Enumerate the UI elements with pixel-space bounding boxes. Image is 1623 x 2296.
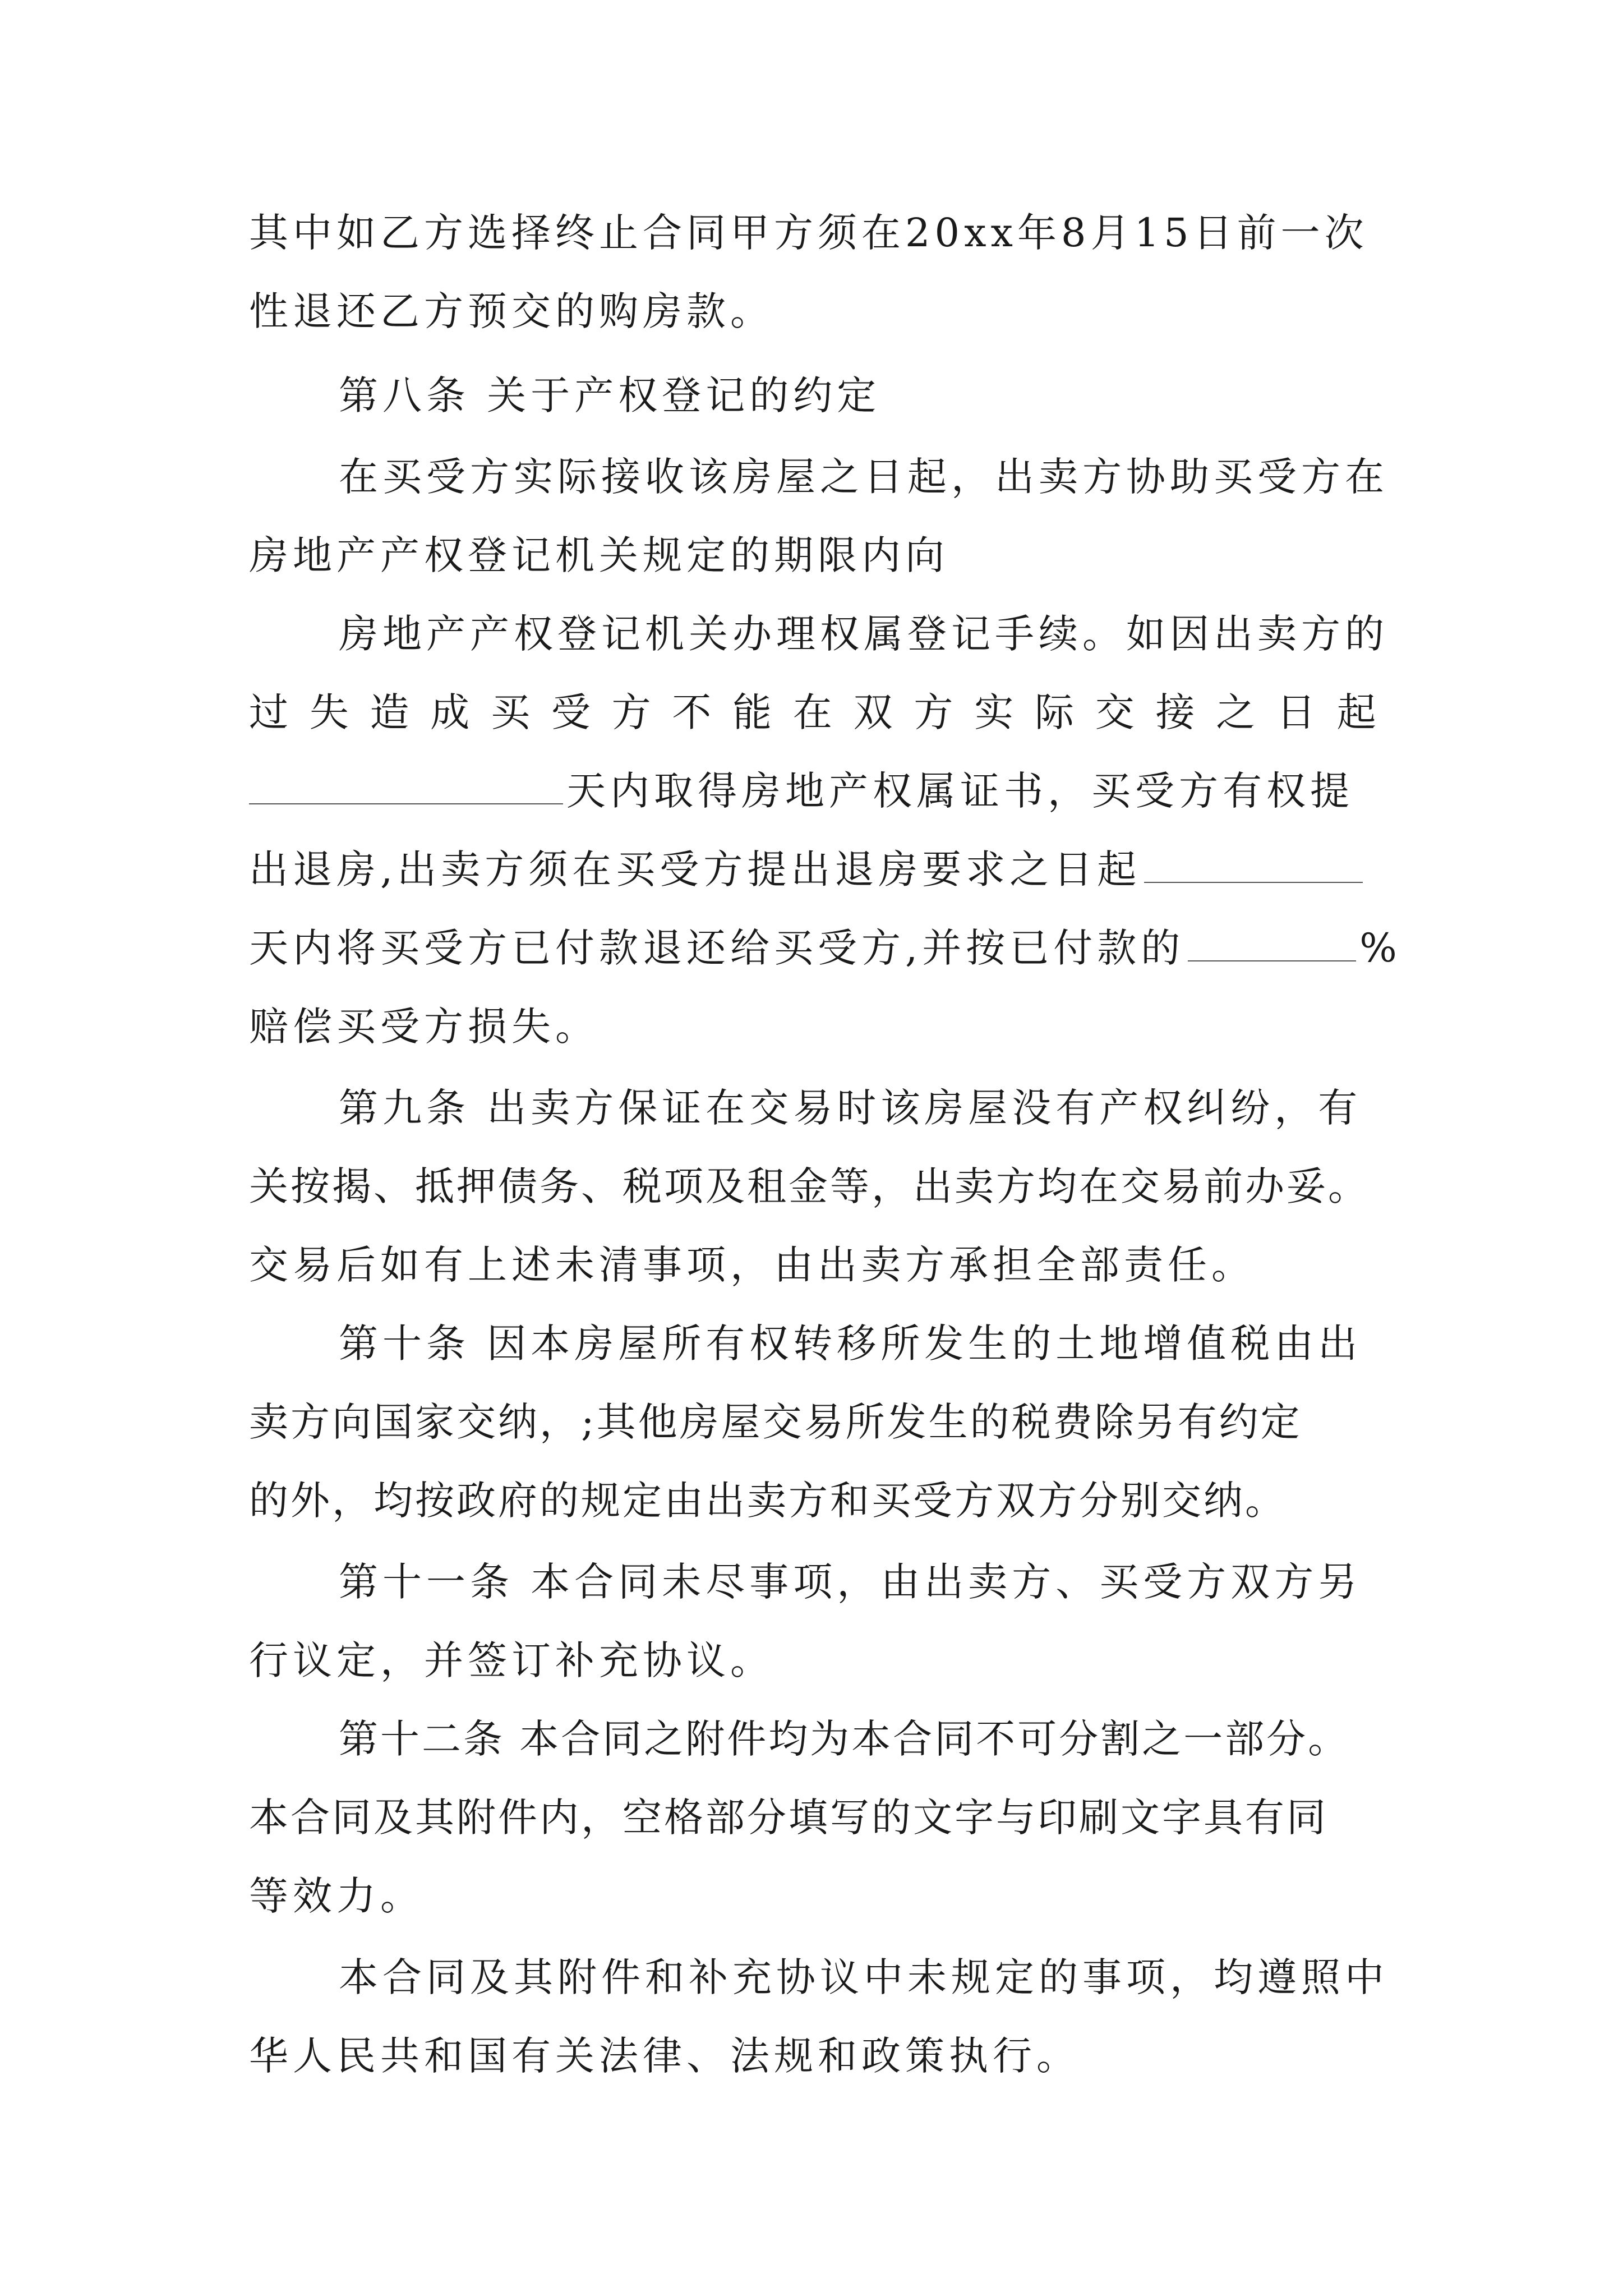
text-char: 实 (974, 689, 1014, 735)
text-char: 在 (792, 689, 832, 735)
text-line: 在买受方实际接收该房屋之日起，出卖方协助买受方在 (339, 454, 1389, 500)
text-line: 其中如乙方选择终止合同甲方须在20xx年8月15日前一次 (249, 210, 1368, 256)
text-segment: 出退房,出卖方须在买受方提出退房要求之日起 (249, 846, 1141, 892)
text-line: 房地产产权登记机关办理权属登记手续。如因出卖方的 (339, 611, 1389, 657)
text-char: 买 (491, 689, 531, 735)
text-char: 起 (1336, 689, 1376, 735)
justified-text-line (249, 684, 1376, 740)
fill-blank (1144, 848, 1363, 883)
fill-blank (249, 770, 563, 804)
text-line: 华人民共和国有关法律、法规和政策执行。 (249, 2033, 1080, 2079)
text-char: 失 (309, 689, 349, 735)
text-line-with-blank (249, 920, 1401, 976)
text-line: 交易后如有上述未清事项，由出卖方承担全部责任。 (249, 1242, 1255, 1288)
text-char: 双 (853, 689, 893, 735)
text-segment: 天内取得房地产权属证书，买受方有权提 (566, 768, 1354, 814)
text-char: 之 (1216, 689, 1256, 735)
text-line-with-blank (249, 841, 1376, 898)
text-segment: 天内将买受方已付款退还给买受方,并按已付款的 (249, 925, 1185, 971)
article-10: 第十条 因本房屋所有权转移所发生的土地增值税由出 (339, 1320, 1362, 1366)
text-line: 本合同及其附件内，空格部分填写的文字与印刷文字具有同 (249, 1795, 1328, 1841)
fill-blank (1188, 927, 1356, 961)
text-char: 成 (430, 689, 470, 735)
percent-sign: % (1359, 925, 1401, 971)
article-11: 第十一条 本合同未尽事项，由出卖方、买受方双方另 (339, 1559, 1362, 1605)
article-12: 第十二条 本合同之附件均为本合同不可分割之一部分。 (339, 1716, 1350, 1762)
text-char: 过 (249, 689, 288, 735)
text-char: 能 (732, 689, 772, 735)
text-line: 性退还乙方预交的购房款。 (249, 288, 774, 334)
text-char: 方 (611, 689, 651, 735)
text-line: 关按揭、抵押债务、税项及租金等，出卖方均在交易前办妥。 (249, 1163, 1370, 1209)
text-line: 等效力。 (249, 1873, 424, 1919)
text-char: 方 (914, 689, 953, 735)
text-char: 日 (1276, 689, 1316, 735)
text-char: 受 (551, 689, 591, 735)
text-line: 赔偿买受方损失。 (249, 1004, 599, 1050)
text-line: 房地产产权登记机关规定的期限内向 (249, 532, 949, 578)
text-char: 不 (672, 689, 712, 735)
text-line: 本合同及其附件和补充协议中未规定的事项，均遵照中 (339, 1954, 1389, 2000)
text-char: 际 (1034, 689, 1074, 735)
article-8-heading: 第八条 关于产权登记的约定 (339, 372, 881, 418)
text-char: 交 (1095, 689, 1135, 735)
text-char: 接 (1155, 689, 1195, 735)
text-char: 造 (370, 689, 409, 735)
text-line: 的外，均按政府的规定由出卖方和买受方双方分别交纳。 (249, 1478, 1287, 1524)
text-line: 行议定，并签订补充协议。 (249, 1637, 774, 1683)
text-line: 卖方向国家交纳，;其他房屋交易所发生的税费除另有约定 (249, 1399, 1302, 1445)
text-line-with-blank (249, 763, 1376, 819)
article-9: 第九条 出卖方保证在交易时该房屋没有产权纠纷，有 (339, 1085, 1362, 1131)
